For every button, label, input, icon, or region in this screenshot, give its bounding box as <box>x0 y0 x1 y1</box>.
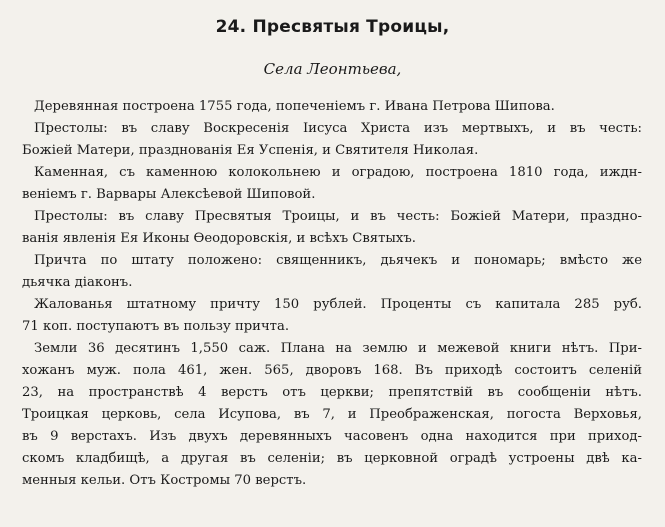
text-line: Деревянная построена 1755 года, попеченіемъ г. Ивана Петрова Шипова. <box>34 99 555 114</box>
text-line: Престолы: въ славу Воскресенія Іисуса Христа изъ мертвыхъ, и въ честь: <box>34 121 642 136</box>
body-text <box>22 96 642 492</box>
text-line: 23, на пространствѣ 4 верстъ отъ церкви; препятствій въ сообщеніи нѣтъ. <box>22 385 642 400</box>
text-line: хожанъ муж. пола 461, жен. 565, дворовъ 168. Въ приходѣ состоитъ селеній <box>22 363 642 378</box>
text-line: ванія явленія Ея Иконы Ѳеодоровскія, и всѣхъ Святыхъ. <box>22 231 416 246</box>
text-line: Жалованья штатному причту 150 рублей. Проценты съ капитала 285 руб. <box>34 297 642 312</box>
village-subheading: Села Леонтьева, <box>263 60 402 78</box>
text-line: Земли 36 десятинъ 1,550 саж. Плана на землю и межевой книги нѣтъ. При- <box>34 341 642 356</box>
text-line: Троицкая церковь, села Исупова, въ 7, и Преображенская, погоста Верховья, <box>22 407 642 422</box>
text-line: дьячка діаконъ. <box>22 275 133 290</box>
text-line: Причта по штату положено: священникъ, дьячекъ и пономарь; вмѣсто же <box>34 253 642 268</box>
section-heading: 24. Пресвятыя Троицы, <box>215 17 450 37</box>
text-line: Каменная, съ каменною колокольнею и оградою, построена 1810 года, иждн- <box>34 165 642 180</box>
text-line: скомъ кладбищѣ, а другая въ селеніи; въ церковной оградѣ устроены двѣ ка- <box>22 451 642 466</box>
text-line: 71 коп. поступаютъ въ пользу причта. <box>22 319 290 334</box>
text-line: менныя кельи. Отъ Костромы 70 верстъ. <box>22 473 307 488</box>
text-line: веніемъ г. Варвары Алексѣевой Шиповой. <box>22 187 316 202</box>
text-line: въ 9 верстахъ. Изъ двухъ деревянныхъ часовенъ одна находится при приход- <box>22 429 642 444</box>
text-line: Престолы: въ славу Пресвятыя Троицы, и въ честь: Божіей Матери, праздно- <box>34 209 642 224</box>
text-line: Божіей Матери, празднованія Ея Успенія, и Святителя Николая. <box>22 143 479 158</box>
